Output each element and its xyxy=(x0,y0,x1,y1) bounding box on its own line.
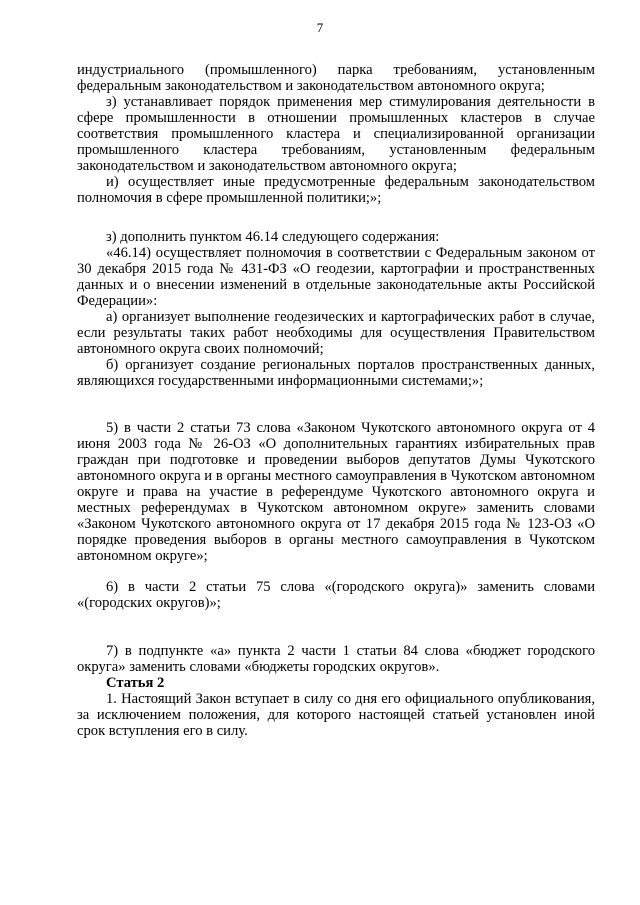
paragraph-item-5: 5) в части 2 статьи 73 слова «Законом Чукотского автономного округа от 4 июня 2003 года № 26-ОЗ «О дополнительных гарантиях избирательных прав граждан при подготовке и проведении выборов депутатов Думы Чукотского автономного округа и в органы местного самоуправления в Чукотском автономном округе и права на участие в референдуме Чукотского автономного округа и местных референдумах в Чукотском автономном округе» заменить словами «Законом Чукотского автономного округа от 17 декабря 2015 года № 123-ОЗ «О порядке проведения выборов в органы местного самоуправления в Чукотском автономном округе»; xyxy=(77,420,595,564)
paragraph-item-6: 6) в части 2 статьи 75 слова «(городского округа)» заменить словами «(городских округов)»; xyxy=(77,579,595,611)
paragraph-item-i: и) осуществляет иные предусмотренные федеральным законодательством полномочия в сфере промышленной политики;»; xyxy=(77,174,595,206)
paragraph-item-z: з) устанавливает порядок применения мер стимулирования деятельности в сфере промышленности в отношении промышленных кластеров в случае соответствия промышленного кластера и специализированной организации промышленного кластера требованиям, установленным федеральным законодательством и законодательством автономного округа; xyxy=(77,94,595,174)
page-number: 7 xyxy=(316,20,324,35)
paragraph-item-7: 7) в подпункте «а» пункта 2 части 1 статьи 84 слова «бюджет городского округа» заменить словами «бюджеты городских округов». xyxy=(77,643,595,675)
paragraph-point-46-14: «46.14) осуществляет полномочия в соответствии с Федеральным законом от 30 декабря 2015 года № 431-ФЗ «О геодезии, картографии и пространственных данных и о внесении изменений в отдельные законодательные акты Российской Федерации»: xyxy=(77,245,595,309)
article-title: Статья 2 xyxy=(106,675,165,691)
paragraph-continuation: индустриального (промышленного) парка требованиям, установленным федеральным законодательством и законодательством автономного округа; xyxy=(77,62,595,94)
document-body xyxy=(77,62,595,739)
paragraph-article-2-point-1: 1. Настоящий Закон вступает в силу со дня его официального опубликования, за исключением положения, для которого настоящей статьей установлен иной срок вступления его в силу. xyxy=(77,691,595,739)
paragraph-subitem-a: а) организует выполнение геодезических и картографических работ в случае, если результаты таких работ необходимы для осуществления Правительством автономного округа своих полномочий; xyxy=(77,309,595,357)
paragraph-subitem-b: б) организует создание региональных порталов пространственных данных, являющихся государственными информационными системами;»; xyxy=(77,357,595,389)
paragraph-amendment-intro: з) дополнить пунктом 46.14 следующего содержания: xyxy=(106,229,440,245)
